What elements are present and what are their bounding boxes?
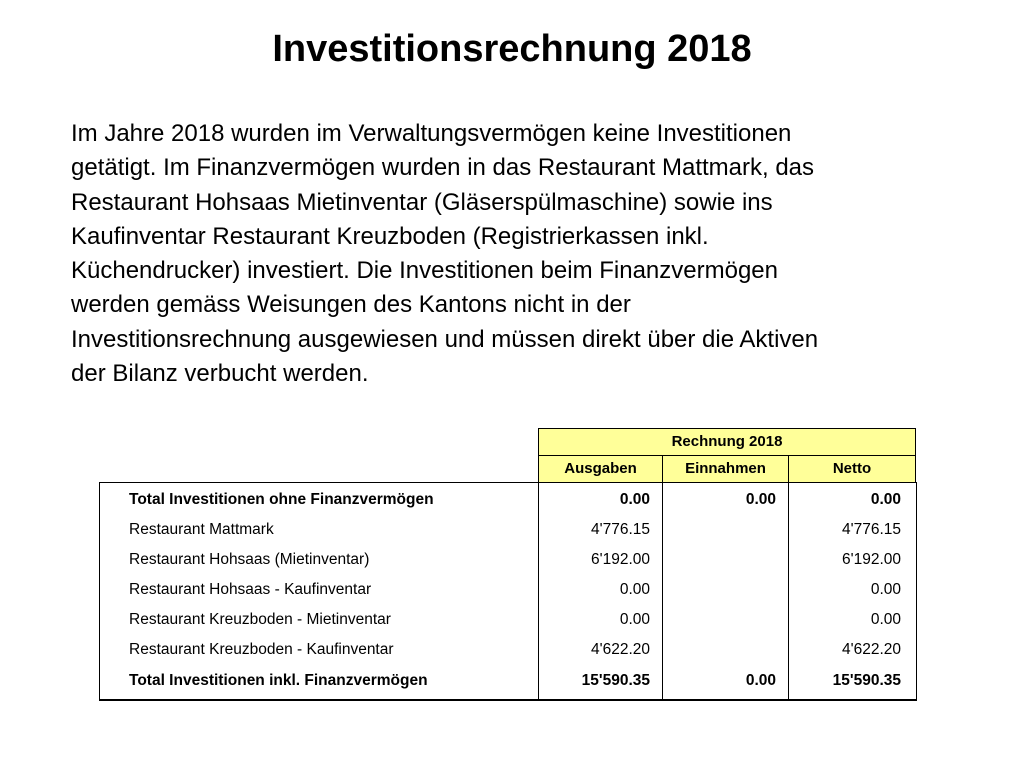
body-line: Kaufinventar Restaurant Kreuzboden (Registrierkassen inkl. bbox=[71, 222, 709, 250]
cell-netto: 0.00 bbox=[870, 611, 901, 628]
cell-ausgaben: 0.00 bbox=[619, 491, 650, 508]
table-row bbox=[100, 635, 916, 665]
body-line: Im Jahre 2018 wurden im Verwaltungsvermögen keine Investitionen bbox=[71, 120, 792, 147]
cell-netto: 15'590.35 bbox=[832, 672, 901, 689]
cell-ausgaben: 0.00 bbox=[619, 611, 650, 628]
slide-body-text bbox=[71, 117, 971, 391]
cell-netto: 4'622.20 bbox=[842, 641, 901, 658]
table-row bbox=[100, 545, 916, 575]
cell-ausgaben: 15'590.35 bbox=[581, 672, 650, 689]
body-line: Investitionsrechnung ausgewiesen und müssen direkt über die Aktiven bbox=[71, 325, 819, 353]
table-row bbox=[100, 485, 916, 515]
table-row bbox=[100, 605, 916, 635]
slide-title: Investitionsrechnung 2018 bbox=[272, 28, 752, 70]
table-group-header: Rechnung 2018 bbox=[538, 428, 916, 456]
cell-einnahmen: 0.00 bbox=[745, 672, 776, 689]
cell-netto: 4'776.15 bbox=[842, 521, 901, 538]
body-line: Küchendrucker) investiert. Die Investitionen beim Finanzvermögen bbox=[71, 257, 779, 285]
table-body bbox=[99, 482, 917, 701]
cell-netto: 0.00 bbox=[870, 581, 901, 598]
row-label: Total Investitionen ohne Finanzvermögen bbox=[129, 491, 434, 508]
body-line: Restaurant Hohsaas Mietinventar (Gläserspülmaschine) sowie ins bbox=[71, 188, 773, 216]
row-label: Restaurant Mattmark bbox=[129, 521, 274, 538]
cell-ausgaben: 6'192.00 bbox=[591, 551, 650, 568]
cell-netto: 0.00 bbox=[870, 491, 901, 508]
body-line: der Bilanz verbucht werden. bbox=[71, 360, 369, 388]
row-label: Restaurant Kreuzboden - Kaufinventar bbox=[129, 641, 394, 658]
body-line: werden gemäss Weisungen des Kantons nicht in der bbox=[71, 291, 631, 319]
row-label: Restaurant Hohsaas (Mietinventar) bbox=[129, 551, 370, 568]
cell-ausgaben: 4'776.15 bbox=[591, 521, 650, 538]
row-label: Restaurant Hohsaas - Kaufinventar bbox=[129, 581, 372, 598]
row-label: Restaurant Kreuzboden - Mietinventar bbox=[129, 611, 391, 628]
column-header-einnahmen: Einnahmen bbox=[663, 456, 789, 482]
table-column-headers bbox=[538, 455, 916, 483]
table-row-total bbox=[100, 666, 916, 696]
cell-netto: 6'192.00 bbox=[842, 551, 901, 568]
table-row bbox=[100, 575, 916, 605]
row-label: Total Investitionen inkl. Finanzvermögen bbox=[129, 672, 428, 689]
cell-ausgaben: 0.00 bbox=[619, 581, 650, 598]
cell-ausgaben: 4'622.20 bbox=[591, 641, 650, 658]
body-line: getätigt. Im Finanzvermögen wurden in das Restaurant Mattmark, das bbox=[71, 154, 815, 182]
cell-einnahmen: 0.00 bbox=[745, 491, 776, 508]
column-header-netto: Netto bbox=[832, 460, 872, 477]
table-row bbox=[100, 515, 916, 545]
column-header-ausgaben: Ausgaben bbox=[539, 456, 663, 482]
